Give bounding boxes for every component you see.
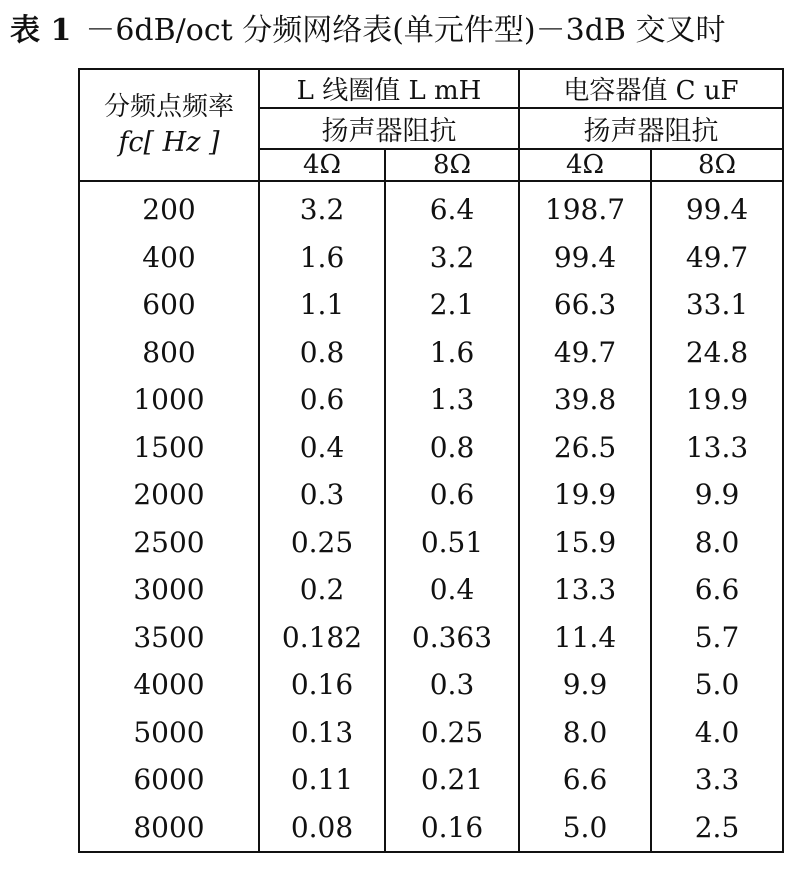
- inductor-8ohm-cell: 3.2: [385, 234, 519, 282]
- capacitor-4ohm-cell: 39.8: [519, 376, 651, 424]
- capacitor-header: 电容器值 C uF: [519, 69, 783, 108]
- table-row: [79, 566, 783, 614]
- inductor-4ohm-cell: 0.182: [259, 614, 385, 662]
- capacitor-4ohm-cell: 5.0: [519, 804, 651, 853]
- capacitor-8ohm-cell: 2.5: [651, 804, 783, 853]
- table-row: [79, 329, 783, 377]
- capacitor-4ohm-cell: 9.9: [519, 661, 651, 709]
- capacitor-8ohm-cell: 3.3: [651, 756, 783, 804]
- capacitor-8ohm-cell: 33.1: [651, 281, 783, 329]
- capacitor-8ohm-cell: 5.0: [651, 661, 783, 709]
- capacitor-4ohm-cell: 6.6: [519, 756, 651, 804]
- table-row: [79, 661, 783, 709]
- inductor-4ohm-cell: 1.6: [259, 234, 385, 282]
- capacitor-8ohm-cell: 8.0: [651, 519, 783, 567]
- table-row: [79, 424, 783, 472]
- frequency-cell: 600: [79, 281, 259, 329]
- capacitor-8ohm-cell: 13.3: [651, 424, 783, 472]
- capacitor-impedance-label: 扬声器阻抗: [519, 108, 783, 149]
- inductor-8ohm-cell: 0.8: [385, 424, 519, 472]
- inductor-4ohm-cell: 0.13: [259, 709, 385, 757]
- inductor-4ohm-cell: 0.2: [259, 566, 385, 614]
- frequency-cell: 1000: [79, 376, 259, 424]
- inductor-4ohm-cell: 0.3: [259, 471, 385, 519]
- capacitor-8ohm-cell: 4.0: [651, 709, 783, 757]
- frequency-header-unit: fc[ Hz ]: [118, 127, 220, 158]
- inductor-8ohm-cell: 0.21: [385, 756, 519, 804]
- table-row: [79, 376, 783, 424]
- capacitor-8ohm-cell: 6.6: [651, 566, 783, 614]
- inductor-8ohm-cell: 1.6: [385, 329, 519, 377]
- table-row: [79, 614, 783, 662]
- table-row: [79, 519, 783, 567]
- inductor-4ohm-cell: 0.08: [259, 804, 385, 853]
- capacitor-8ohm-cell: 99.4: [651, 181, 783, 234]
- frequency-cell: 400: [79, 234, 259, 282]
- inductor-8ohm-cell: 6.4: [385, 181, 519, 234]
- frequency-cell: 8000: [79, 804, 259, 853]
- inductor-4ohm-cell: 0.8: [259, 329, 385, 377]
- capacitor-8ohm-cell: 24.8: [651, 329, 783, 377]
- frequency-cell: 2500: [79, 519, 259, 567]
- inductor-4ohm-header: 4Ω: [259, 149, 385, 181]
- inductor-8ohm-cell: 1.3: [385, 376, 519, 424]
- inductor-8ohm-cell: 0.363: [385, 614, 519, 662]
- caption-text: －6dB/oct 分频网络表(单元件型)－3dB 交叉时: [85, 13, 726, 48]
- table-row: [79, 181, 783, 234]
- table-row: [79, 281, 783, 329]
- frequency-cell: 1500: [79, 424, 259, 472]
- crossover-table: [78, 68, 784, 853]
- capacitor-4ohm-cell: 26.5: [519, 424, 651, 472]
- capacitor-4ohm-cell: 198.7: [519, 181, 651, 234]
- frequency-header-title: 分频点频率: [103, 92, 234, 122]
- inductor-4ohm-cell: 3.2: [259, 181, 385, 234]
- frequency-cell: 800: [79, 329, 259, 377]
- capacitor-4ohm-cell: 66.3: [519, 281, 651, 329]
- inductor-4ohm-cell: 0.6: [259, 376, 385, 424]
- inductor-header: L 线圈值 L mH: [259, 69, 519, 108]
- capacitor-8ohm-cell: 19.9: [651, 376, 783, 424]
- table-row: [79, 471, 783, 519]
- inductor-8ohm-cell: 0.51: [385, 519, 519, 567]
- inductor-8ohm-cell: 0.16: [385, 804, 519, 853]
- capacitor-4ohm-cell: 11.4: [519, 614, 651, 662]
- inductor-4ohm-cell: 0.16: [259, 661, 385, 709]
- frequency-cell: 2000: [79, 471, 259, 519]
- capacitor-4ohm-cell: 19.9: [519, 471, 651, 519]
- table-caption: [10, 8, 800, 54]
- frequency-cell: 3000: [79, 566, 259, 614]
- table-row: [79, 234, 783, 282]
- capacitor-4ohm-cell: 15.9: [519, 519, 651, 567]
- inductor-impedance-label: 扬声器阻抗: [259, 108, 519, 149]
- capacitor-8ohm-header: 8Ω: [651, 149, 783, 181]
- capacitor-4ohm-cell: 8.0: [519, 709, 651, 757]
- inductor-8ohm-cell: 0.4: [385, 566, 519, 614]
- inductor-4ohm-cell: 0.25: [259, 519, 385, 567]
- inductor-4ohm-cell: 0.4: [259, 424, 385, 472]
- frequency-header: [79, 69, 259, 181]
- table-row: [79, 804, 783, 853]
- caption-label: 表 1: [10, 13, 72, 48]
- capacitor-4ohm-cell: 49.7: [519, 329, 651, 377]
- capacitor-4ohm-cell: 99.4: [519, 234, 651, 282]
- table-body: [79, 181, 783, 852]
- frequency-cell: 4000: [79, 661, 259, 709]
- frequency-cell: 3500: [79, 614, 259, 662]
- table-row: [79, 709, 783, 757]
- capacitor-4ohm-header: 4Ω: [519, 149, 651, 181]
- frequency-cell: 200: [79, 181, 259, 234]
- capacitor-8ohm-cell: 9.9: [651, 471, 783, 519]
- inductor-4ohm-cell: 1.1: [259, 281, 385, 329]
- capacitor-8ohm-cell: 49.7: [651, 234, 783, 282]
- inductor-8ohm-cell: 0.3: [385, 661, 519, 709]
- table-row: [79, 756, 783, 804]
- inductor-8ohm-cell: 0.6: [385, 471, 519, 519]
- frequency-cell: 5000: [79, 709, 259, 757]
- inductor-4ohm-cell: 0.11: [259, 756, 385, 804]
- frequency-cell: 6000: [79, 756, 259, 804]
- table-header: [79, 69, 783, 181]
- capacitor-8ohm-cell: 5.7: [651, 614, 783, 662]
- inductor-8ohm-cell: 0.25: [385, 709, 519, 757]
- capacitor-4ohm-cell: 13.3: [519, 566, 651, 614]
- inductor-8ohm-cell: 2.1: [385, 281, 519, 329]
- inductor-8ohm-header: 8Ω: [385, 149, 519, 181]
